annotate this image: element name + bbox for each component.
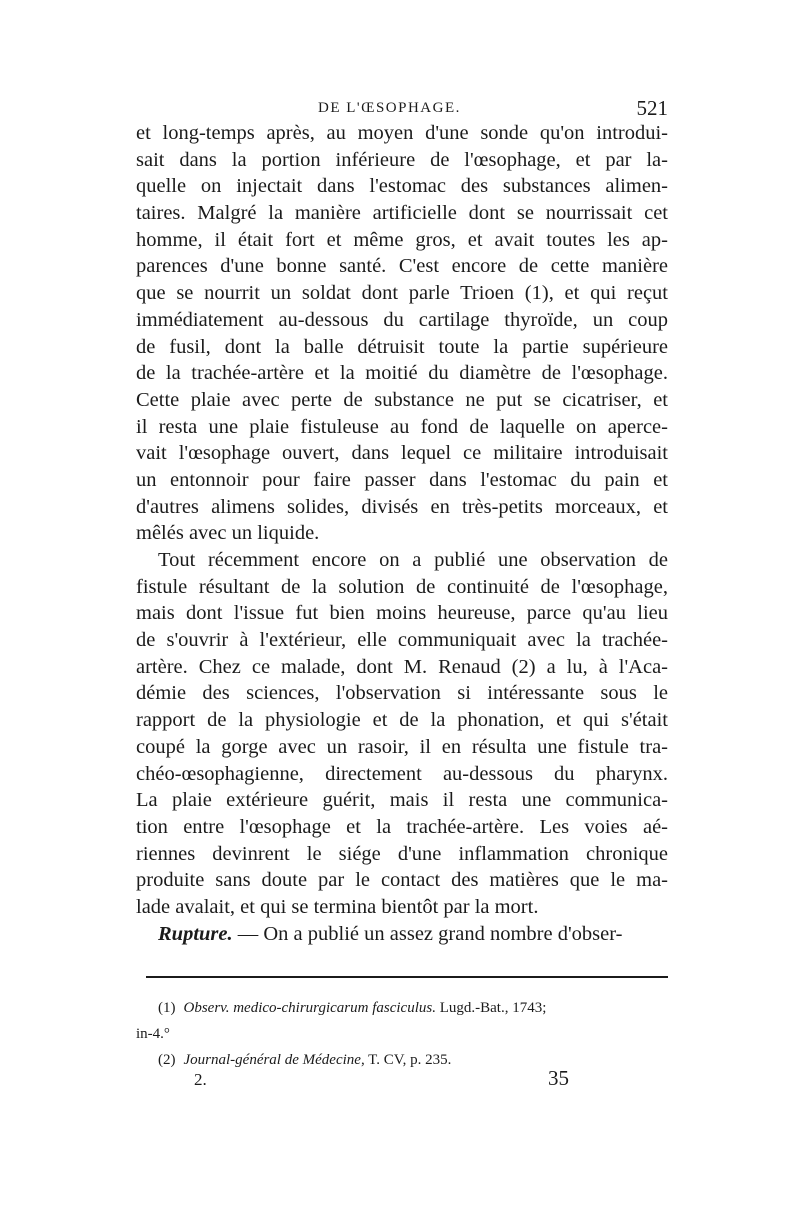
page-header <box>136 96 668 122</box>
footnote-rule <box>146 976 668 978</box>
footnotes <box>136 995 668 1073</box>
text-line: et long-temps après, au moyen d'une sonde qu'on introdui- <box>136 122 668 144</box>
running-title: DE L'ŒSOPHAGE. <box>318 100 461 116</box>
text-line: artère. Chez ce malade, dont M. Renaud (2) a lu, à l'Aca- <box>136 655 668 678</box>
signature-mark: 2. <box>194 1070 207 1089</box>
text-line: démie des sciences, l'observation si intéressante sous le <box>136 682 668 705</box>
text-line: vait l'œsophage ouvert, dans lequel ce militaire introduisait <box>136 442 668 465</box>
footnote-2-marker: (2) <box>158 1052 176 1068</box>
text-line: coupé la gorge avec un rasoir, il en résulta une fistule tra- <box>136 735 668 758</box>
text-line: de s'ouvrir à l'extérieur, elle communiquait avec la trachée- <box>136 629 668 652</box>
footnote-1 <box>136 995 668 1021</box>
text-line: Cette plaie avec perte de substance ne put se cicatriser, et <box>136 388 668 411</box>
text-line: un entonnoir pour faire passer dans l'estomac du pain et <box>136 468 668 491</box>
text-line: fistule résultant de la solution de continuité de l'œsophage, <box>136 575 668 598</box>
text-line: que se nourrit un soldat dont parle Trioen (1), et qui reçut <box>136 282 668 305</box>
page-number: 521 <box>636 96 668 120</box>
text-line: quelle on injectait dans l'estomac des substances alimen- <box>136 175 668 198</box>
text-line-rupture <box>136 921 668 948</box>
text-line: rapport de la physiologie et de la phonation, et qui s'était <box>136 709 668 732</box>
text-line: homme, il était fort et même gros, et avait toutes les ap- <box>136 228 668 251</box>
text-line: lade avalait, et qui se termina bientôt par la mort. <box>136 895 539 918</box>
text-line: chéo-œsophagienne, directement au-dessous du pharynx. <box>136 762 668 785</box>
footnote-1-rest: Lugd.-Bat., 1743; <box>435 1000 547 1016</box>
footnote-1-marker: (1) <box>158 1000 176 1016</box>
text-line: d'autres alimens solides, divisés en très-petits morceaux, et <box>136 495 668 518</box>
text-line: mais dont l'issue fut bien moins heureuse, parce qu'au lieu <box>136 602 668 625</box>
rupture-heading: Rupture. <box>158 922 233 945</box>
rupture-text: — On a publié un assez grand nombre d'obser- <box>232 922 623 945</box>
text-line: de fusil, dont la balle détruisit toute la partie supérieure <box>136 335 668 358</box>
text-line: mêlés avec un liquide. <box>136 522 320 545</box>
text-line: de la trachée-artère et la moitié du diamètre de l'œsophage. <box>136 362 668 385</box>
footnote-2-title: Journal-général de Médecine <box>183 1052 361 1068</box>
footnote-1-continuation: in-4.° <box>136 1026 170 1042</box>
text-line: tion entre l'œsophage et la trachée-artère. Les voies aé- <box>136 815 668 838</box>
text-line: produite sans doute par le contact des matières que le ma- <box>136 869 668 892</box>
body-text <box>136 120 668 947</box>
page-footer <box>136 1066 668 1096</box>
text-line: Tout récemment encore on a publié une observation de <box>158 549 668 571</box>
footnote-2-rest: , T. CV, p. 235. <box>360 1052 452 1068</box>
footnote-1-title: Observ. medico-chirurgicarum fasciculus. <box>183 1000 436 1016</box>
text-line: il resta une plaie fistuleuse au fond de laquelle on aperce- <box>136 415 668 438</box>
text-line: sait dans la portion inférieure de l'œsophage, et par la- <box>136 148 668 171</box>
text-line: immédiatement au-dessous du cartilage thyroïde, un coup <box>136 308 668 331</box>
text-line: parences d'une bonne santé. C'est encore de cette manière <box>136 255 668 278</box>
text-line: La plaie extérieure guérit, mais il resta une communica- <box>136 789 668 812</box>
text-line: taires. Malgré la manière artificielle dont se nourrissait cet <box>136 202 668 225</box>
sheet-number: 35 <box>548 1066 569 1090</box>
text-line: riennes devinrent le siége d'une inflammation chronique <box>136 842 668 865</box>
